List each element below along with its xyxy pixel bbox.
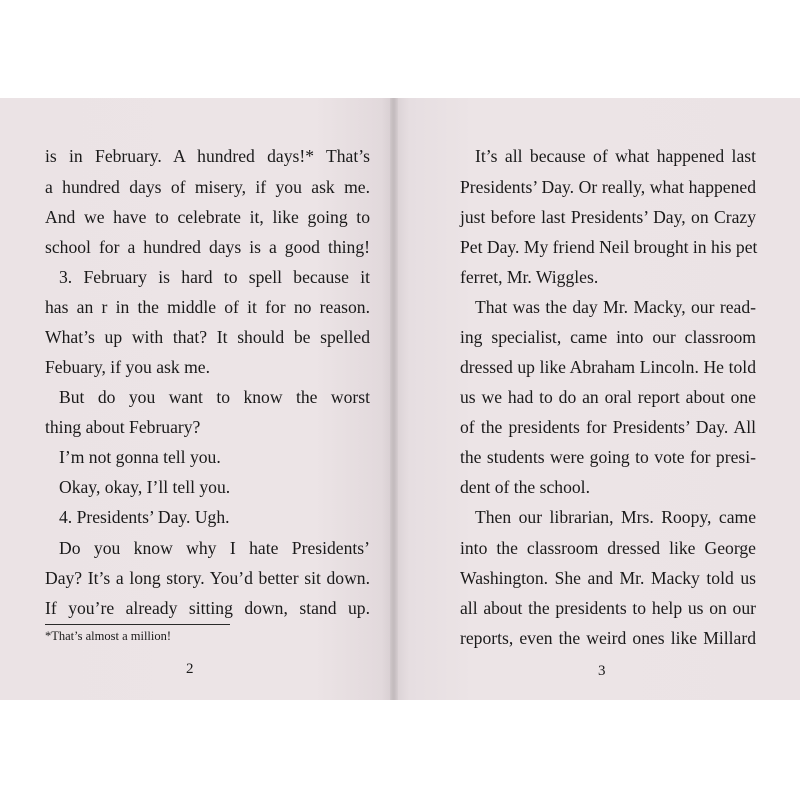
footnote-rule: [45, 624, 230, 625]
text-line: 4. Presidents’ Day. Ugh.: [59, 507, 230, 527]
text-line: into the classroom dressed like George: [460, 538, 756, 558]
book-gutter: [390, 98, 398, 700]
text-line: But do you want to know the worst: [59, 387, 370, 407]
text-line: just before last Presidents’ Day, on Crazy: [460, 207, 756, 227]
text-line: If you’re already sitting down, stand up.: [45, 598, 370, 618]
text-line: Presidents’ Day. Or really, what happened: [460, 177, 756, 197]
text-line: all about the presidents to help us on our: [460, 598, 756, 618]
text-line: is in February. A hundred days!* That’s: [45, 146, 370, 166]
text-line: That was the day Mr. Macky, our read-: [475, 297, 756, 317]
text-line: Then our librarian, Mrs. Roopy, came: [475, 507, 756, 527]
text-line: us we had to do an oral report about one: [460, 387, 756, 407]
text-line: Washington. She and Mr. Macky told us: [460, 568, 756, 588]
text-line: 3. February is hard to spell because it: [59, 267, 370, 287]
text-line: thing about February?: [45, 417, 201, 437]
text-line: Febuary, if you ask me.: [45, 357, 210, 377]
text-line: Do you know why I hate Presidents’: [59, 538, 370, 558]
text-line: And we have to celebrate it, like going to: [45, 207, 370, 227]
text-line: has an r in the middle of it for no reason.: [45, 297, 370, 317]
text-line: ing specialist, came into our classroom: [460, 327, 756, 347]
text-line: a hundred days of misery, if you ask me.: [45, 177, 370, 197]
text-line: the students were going to vote for presi-: [460, 447, 756, 467]
text-line: school for a hundred days is a good thing!: [45, 237, 370, 257]
text-line: It’s all because of what happened last: [475, 146, 756, 166]
footnote: *That’s almost a million!: [45, 629, 172, 643]
text-line: I’m not gonna tell you.: [59, 447, 221, 467]
text-line: dent of the school.: [460, 477, 590, 497]
text-line: Day? It’s a long story. You’d better sit down.: [45, 568, 370, 588]
text-line: Pet Day. My friend Neil brought in his pet: [460, 237, 758, 257]
text-line: Okay, okay, I’ll tell you.: [59, 477, 231, 497]
text-line: ferret, Mr. Wiggles.: [460, 267, 599, 287]
page-number: 2: [186, 661, 194, 677]
page-number: 3: [598, 663, 606, 679]
text-line: of the presidents for Presidents’ Day. All: [460, 417, 756, 437]
text-line: What’s up with that? It should be spelled: [45, 327, 370, 347]
text-line: dressed up like Abraham Lincoln. He told: [460, 357, 756, 377]
text-line: reports, even the weird ones like Millard: [460, 628, 756, 648]
